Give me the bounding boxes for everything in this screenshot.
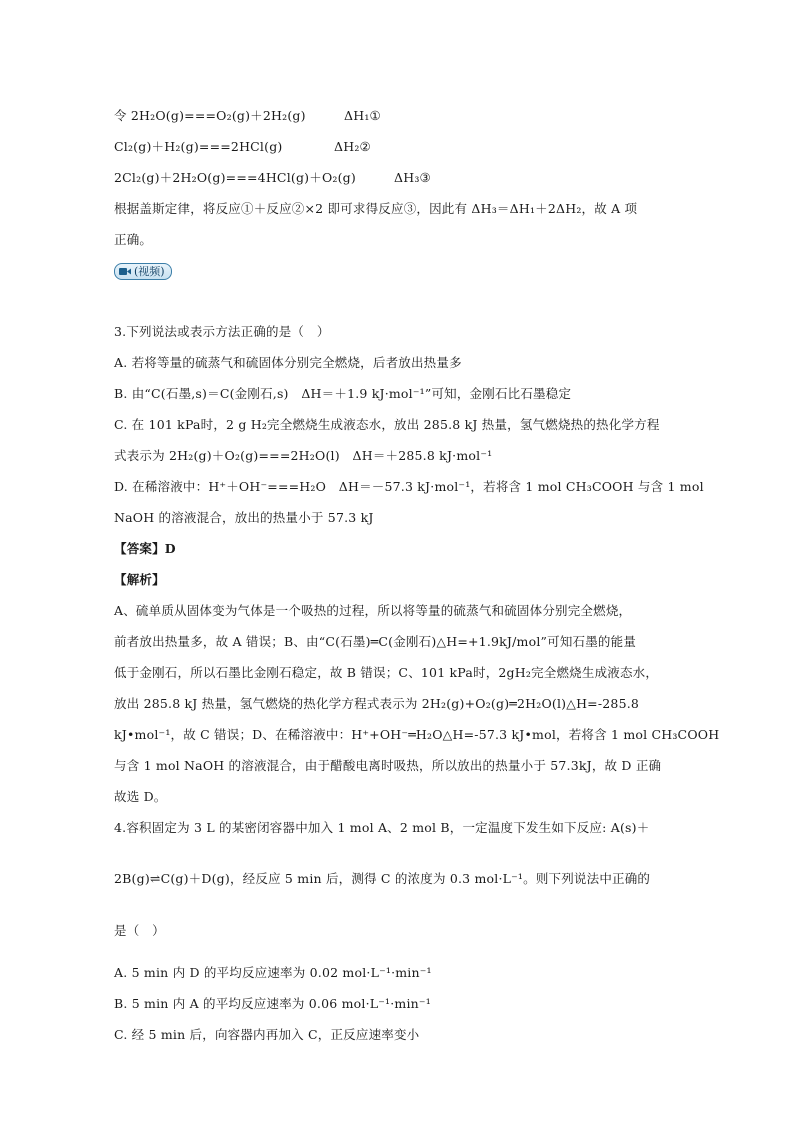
question-4-option-a: A. 5 min 内 D 的平均反应速率为 0.02 mol·L⁻¹·min⁻¹	[114, 965, 432, 980]
analysis-line-7: 故选 D。	[114, 789, 167, 804]
analysis-line-6: 与含 1 mol NaOH 的溶液混合，由于醋酸电离时吸热，所以放出的热量小于 57.3kJ，故 D 正确	[114, 758, 662, 773]
equation-1-enthalpy: ΔH₁①	[344, 108, 381, 123]
equation-2-enthalpy: ΔH₂②	[334, 139, 371, 154]
question-3-option-d-cont: NaOH 的溶液混合，放出的热量小于 57.3 kJ	[114, 510, 374, 525]
analysis-title: 【解析】	[114, 572, 165, 587]
question-4-option-b: B. 5 min 内 A 的平均反应速率为 0.06 mol·L⁻¹·min⁻¹	[114, 996, 431, 1011]
analysis-line-1: A、硫单质从固体变为气体是一个吸热的过程，所以将等量的硫蒸气和硫固体分别完全燃烧，	[114, 603, 632, 618]
question-3-option-d: D. 在稀溶液中：H⁺＋OH⁻===H₂O ΔH＝－57.3 kJ·mol⁻¹，若将含 1 mol CH₃COOH 与含 1 mol	[114, 479, 704, 494]
equation-3-enthalpy: ΔH₃③	[394, 170, 431, 185]
equation-3-reaction: 2Cl₂(g)＋2H₂O(g)===4HCl(g)＋O₂(g)	[114, 170, 356, 185]
question-4-stem: 4.容积固定为 3 L 的某密闭容器中加入 1 mol A、2 mol B，一定温度下发生如下反应: A(s)＋	[114, 820, 650, 835]
answer-label: 【答案】D	[114, 541, 176, 556]
equation-2-reaction: Cl₂(g)＋H₂(g)===2HCl(g)	[114, 139, 283, 154]
question-3-option-a: A. 若将等量的硫蒸气和硫固体分别完全燃烧，后者放出热量多	[114, 355, 462, 370]
document-page	[114, 100, 720, 1050]
question-4-stem-cont: 2B(g)⇌C(g)＋D(g)，经反应 5 min 后，测得 C 的浓度为 0.3 mol·L⁻¹。则下列说法中正确的	[114, 871, 651, 886]
question-4-option-c: C. 经 5 min 后，向容器内再加入 C，正反应速率变小	[114, 1027, 420, 1042]
video-label: (视频)	[134, 265, 165, 278]
video-row	[114, 255, 684, 280]
hess-law-text: 根据盖斯定律，将反应①＋反应②×2 即可求得反应③，因此有 ΔH₃＝ΔH₁＋2ΔH₂，故 A 项	[114, 201, 638, 216]
question-3-option-c: C. 在 101 kPa时，2 g H₂完全燃烧生成液态水，放出 285.8 kJ 热量，氢气燃烧热的热化学方程	[114, 417, 660, 432]
question-3-option-b: B. 由“C(石墨,s)＝C(金刚石,s) ΔH＝＋1.9 kJ·mol⁻¹”可知，金刚石比石墨稳定	[114, 386, 572, 401]
equation-1-reaction: 令 2H₂O(g)===O₂(g)＋2H₂(g)	[114, 108, 306, 123]
analysis-line-5: kJ•mol⁻¹，故 C 错误；D、在稀溶液中：H⁺+OH⁻═H₂O△H=-57.3 kJ•mol，若将含 1 mol CH₃COOH	[114, 727, 720, 742]
question-4-stem-end: 是（ ）	[114, 923, 165, 938]
question-3-stem: 3.下列说法或表示方法正确的是（ ）	[114, 324, 330, 339]
video-camera-icon	[119, 267, 131, 276]
question-3-option-c-cont: 式表示为 2H₂(g)＋O₂(g)===2H₂O(l) ΔH＝＋285.8 kJ·mol⁻¹	[114, 448, 493, 463]
analysis-line-3: 低于金刚石，所以石墨比金刚石稳定，故 B 错误；C、101 kPa时，2gH₂完全燃烧生成液态水，	[114, 665, 659, 680]
equation-3	[114, 162, 684, 193]
equation-2	[114, 131, 684, 162]
video-button[interactable]	[114, 263, 172, 280]
analysis-line-4: 放出 285.8 kJ 热量，氢气燃烧的热化学方程式表示为 2H₂(g)+O₂(g)═2H₂O(l)△H=-285.8	[114, 696, 640, 711]
hess-law-text-cont: 正确。	[114, 232, 153, 247]
equation-1	[114, 100, 684, 131]
analysis-line-2: 前者放出热量多，故 A 错误；B、由“C(石墨)═C(金刚石)△H=+1.9kJ/mol”可知石墨的能量	[114, 634, 637, 649]
